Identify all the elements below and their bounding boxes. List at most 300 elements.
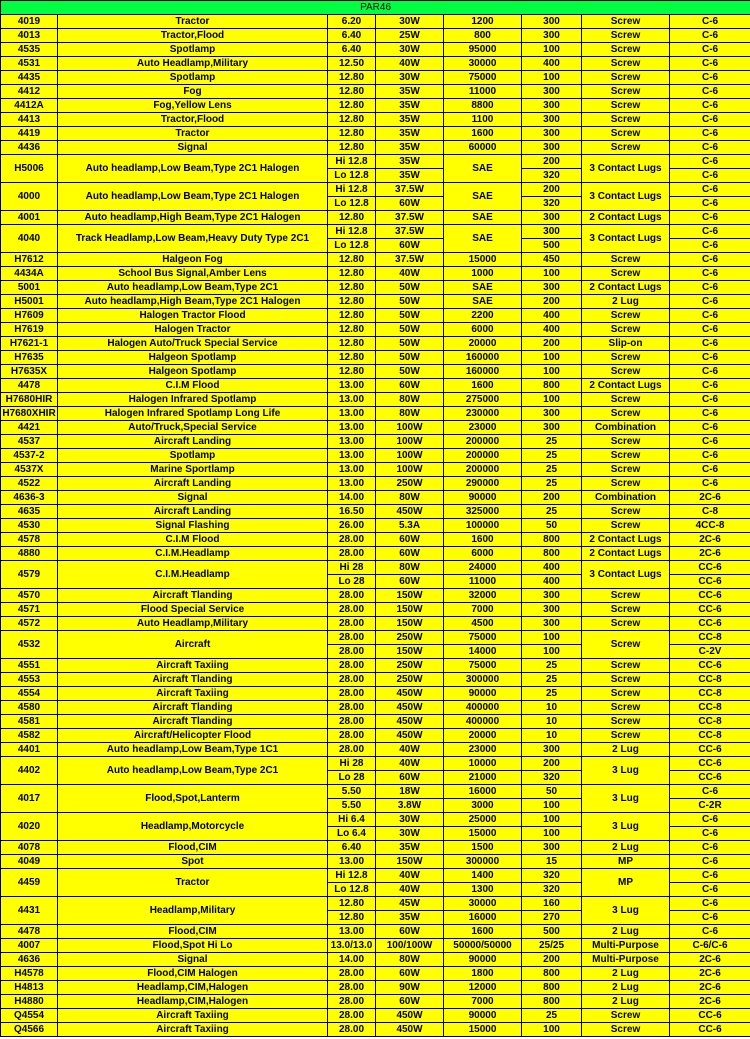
table-cell: 80W — [376, 561, 444, 575]
table-cell: 4636 — [1, 953, 58, 967]
table-row — [1, 337, 750, 351]
table-cell: Fog,Yellow Lens — [58, 99, 328, 113]
table-cell: CC-8 — [670, 715, 750, 729]
table-cell: 37.5W — [376, 225, 444, 239]
table-cell: 25 — [522, 1009, 582, 1023]
table-cell: CC-8 — [670, 687, 750, 701]
table-cell: 4570 — [1, 589, 58, 603]
table-cell: 200 — [522, 757, 582, 771]
table-cell: Screw — [582, 407, 670, 421]
table-cell: 4535 — [1, 43, 58, 57]
table-cell: 80W — [376, 393, 444, 407]
table-cell: 300 — [522, 841, 582, 855]
table-row — [1, 407, 750, 421]
table-cell: 3 Lug — [582, 813, 670, 841]
table-cell: 25 — [522, 435, 582, 449]
table-cell: 4579 — [1, 561, 58, 589]
table-cell: 28.00 — [328, 533, 376, 547]
table-cell: 4431 — [1, 897, 58, 925]
table-cell: C-6 — [670, 225, 750, 239]
table-cell: Flood,Spot Hi Lo — [58, 939, 328, 953]
table-cell: 300000 — [444, 673, 522, 687]
table-cell: C.I.M Flood — [58, 379, 328, 393]
table-cell: Slip-on — [582, 337, 670, 351]
table-cell: C-6 — [670, 197, 750, 211]
table-cell: C-6 — [670, 393, 750, 407]
table-cell: Screw — [582, 113, 670, 127]
table-cell: 60W — [376, 197, 444, 211]
table-cell: 4636-3 — [1, 491, 58, 505]
table-cell: 16000 — [444, 785, 522, 799]
table-cell: 35W — [376, 85, 444, 99]
table-cell: 300 — [522, 421, 582, 435]
table-cell: Screw — [582, 519, 670, 533]
table-cell: 290000 — [444, 477, 522, 491]
table-cell: 200 — [522, 337, 582, 351]
table-cell: 150W — [376, 645, 444, 659]
table-row — [1, 351, 750, 365]
table-cell: Flood,Spot,Lanterm — [58, 785, 328, 813]
table-cell: Lo 28 — [328, 771, 376, 785]
table-cell: Aircraft Tlanding — [58, 589, 328, 603]
table-cell: Screw — [582, 631, 670, 659]
table-row — [1, 729, 750, 743]
table-cell: 100 — [522, 631, 582, 645]
table-cell: H4813 — [1, 981, 58, 995]
table-row — [1, 43, 750, 57]
table-cell: C-6 — [670, 869, 750, 883]
table-cell: 4880 — [1, 547, 58, 561]
table-row — [1, 953, 750, 967]
table-cell: 75000 — [444, 631, 522, 645]
table-cell: H4880 — [1, 995, 58, 1009]
table-cell: 1300 — [444, 883, 522, 897]
table-cell: 100 — [522, 827, 582, 841]
table-cell: 300 — [522, 99, 582, 113]
table-row — [1, 939, 750, 953]
table-cell: Flood Special Service — [58, 603, 328, 617]
table-cell: Screw — [582, 617, 670, 631]
table-cell: Aircraft Landing — [58, 477, 328, 491]
table-cell: 28.00 — [328, 659, 376, 673]
table-cell: 28.00 — [328, 687, 376, 701]
table-cell: 500 — [522, 239, 582, 253]
table-cell: Hi 12.8 — [328, 155, 376, 169]
table-cell: 4537-2 — [1, 449, 58, 463]
table-cell: 4019 — [1, 15, 58, 29]
table-cell: C-6 — [670, 897, 750, 911]
table-cell: 6.40 — [328, 43, 376, 57]
table-cell: 12.80 — [328, 309, 376, 323]
table-cell: Screw — [582, 85, 670, 99]
table-cell: 12000 — [444, 981, 522, 995]
table-cell: 12.80 — [328, 71, 376, 85]
table-row — [1, 617, 750, 631]
table-cell: 4635 — [1, 505, 58, 519]
table-cell: H7612 — [1, 253, 58, 267]
table-cell: C-6 — [670, 813, 750, 827]
table-cell: 25 — [522, 659, 582, 673]
table-cell: 28.00 — [328, 1023, 376, 1037]
table-cell: C-6 — [670, 407, 750, 421]
table-cell: 100 — [522, 1023, 582, 1037]
table-cell: 28.00 — [328, 1009, 376, 1023]
table-cell: 28.00 — [328, 715, 376, 729]
table-cell: H7609 — [1, 309, 58, 323]
table-cell: 5.50 — [328, 799, 376, 813]
table-cell: 2C-6 — [670, 995, 750, 1009]
table-cell: 4530 — [1, 519, 58, 533]
table-cell: 10 — [522, 701, 582, 715]
table-cell: 4553 — [1, 673, 58, 687]
table-cell: 300 — [522, 743, 582, 757]
table-cell: 10 — [522, 715, 582, 729]
table-cell: Headlamp,CIM,Halogen — [58, 981, 328, 995]
table-cell: 37.5W — [376, 253, 444, 267]
table-cell: 40W — [376, 757, 444, 771]
table-cell: SAE — [444, 225, 522, 253]
table-cell: H7635 — [1, 351, 58, 365]
table-row — [1, 155, 750, 169]
table-cell: 200000 — [444, 463, 522, 477]
table-cell: 200 — [522, 155, 582, 169]
table-cell: Screw — [582, 267, 670, 281]
table-row — [1, 365, 750, 379]
table-cell: 160000 — [444, 351, 522, 365]
table-cell: 50W — [376, 351, 444, 365]
table-cell: 2 Lug — [582, 925, 670, 939]
table-cell: 4049 — [1, 855, 58, 869]
table-cell: Screw — [582, 505, 670, 519]
table-row — [1, 141, 750, 155]
table-cell: 35W — [376, 141, 444, 155]
table-cell: 4413 — [1, 113, 58, 127]
table-cell: Hi 12.8 — [328, 225, 376, 239]
table-cell: 2C-6 — [670, 491, 750, 505]
table-cell: 60W — [376, 239, 444, 253]
table-cell: Screw — [582, 323, 670, 337]
table-cell: 160 — [522, 897, 582, 911]
table-cell: Screw — [582, 29, 670, 43]
table-row — [1, 253, 750, 267]
table-cell: 60W — [376, 379, 444, 393]
table-cell: 24000 — [444, 561, 522, 575]
table-cell: 28.00 — [328, 967, 376, 981]
table-cell: CC-8 — [670, 673, 750, 687]
table-row — [1, 477, 750, 491]
table-cell: MP — [582, 855, 670, 869]
table-cell: 2C-6 — [670, 981, 750, 995]
table-cell: 3 Contact Lugs — [582, 183, 670, 211]
table-cell: 2 Contact Lugs — [582, 547, 670, 561]
table-cell: C-6 — [670, 211, 750, 225]
table-cell: Screw — [582, 435, 670, 449]
table-cell: Aircraft — [58, 631, 328, 659]
table-cell: 60W — [376, 925, 444, 939]
table-cell: 10 — [522, 729, 582, 743]
table-cell: 12.80 — [328, 323, 376, 337]
table-cell: 26.00 — [328, 519, 376, 533]
table-cell: C-6 — [670, 183, 750, 197]
table-cell: 1500 — [444, 841, 522, 855]
table-cell: 3.8W — [376, 799, 444, 813]
table-cell: 450W — [376, 1009, 444, 1023]
table-cell: 450W — [376, 687, 444, 701]
table-cell: 16.50 — [328, 505, 376, 519]
table-cell: 150W — [376, 855, 444, 869]
table-cell: Screw — [582, 659, 670, 673]
table-cell: 100/100W — [376, 939, 444, 953]
table-cell: Screw — [582, 449, 670, 463]
table-cell: Halogen Auto/Truck Special Service — [58, 337, 328, 351]
table-cell: 12.80 — [328, 253, 376, 267]
table-cell: Screw — [582, 57, 670, 71]
table-row — [1, 29, 750, 43]
table-cell: 18W — [376, 785, 444, 799]
table-cell: Combination — [582, 421, 670, 435]
table-row — [1, 701, 750, 715]
table-cell: 2 Lug — [582, 981, 670, 995]
table-cell: H4578 — [1, 967, 58, 981]
table-cell: C-6 — [670, 841, 750, 855]
table-cell: 100 — [522, 71, 582, 85]
table-cell: 200 — [522, 491, 582, 505]
table-cell: 50 — [522, 519, 582, 533]
table-cell: 4000 — [1, 183, 58, 211]
table-cell: CC-8 — [670, 729, 750, 743]
table-cell: C-6 — [670, 71, 750, 85]
table-cell: 50000/50000 — [444, 939, 522, 953]
table-cell: 23000 — [444, 421, 522, 435]
table-cell: C-6 — [670, 169, 750, 183]
table-cell: C-8 — [670, 505, 750, 519]
table-cell: Spotlamp — [58, 71, 328, 85]
table-cell: 14.00 — [328, 491, 376, 505]
table-cell: Screw — [582, 15, 670, 29]
table-cell: 28.00 — [328, 729, 376, 743]
table-cell: Auto headlamp,High Beam,Type 2C1 Halogen — [58, 211, 328, 225]
table-cell: C-6 — [670, 435, 750, 449]
table-cell: Halgeon Fog — [58, 253, 328, 267]
table-cell: 35W — [376, 113, 444, 127]
table-cell: Aircraft Taxiing — [58, 1009, 328, 1023]
table-cell: 4007 — [1, 939, 58, 953]
table-cell: 50W — [376, 337, 444, 351]
table-cell: C-6 — [670, 365, 750, 379]
table-cell: 2 Contact Lugs — [582, 281, 670, 295]
table-cell: 500 — [522, 925, 582, 939]
table-cell: 20000 — [444, 337, 522, 351]
table-cell: 25W — [376, 29, 444, 43]
table-cell: 6000 — [444, 323, 522, 337]
table-cell: 4412 — [1, 85, 58, 99]
table-cell: Hi 28 — [328, 757, 376, 771]
table-cell: Screw — [582, 127, 670, 141]
table-cell: Signal — [58, 491, 328, 505]
table-cell: 12.80 — [328, 85, 376, 99]
table-cell: C-6 — [670, 99, 750, 113]
table-cell: Lo 12.8 — [328, 197, 376, 211]
table-cell: 4500 — [444, 617, 522, 631]
table-cell: C-6 — [670, 15, 750, 29]
table-cell: SAE — [444, 295, 522, 309]
table-cell: Flood,CIM Halogen — [58, 967, 328, 981]
table-cell: 800 — [522, 379, 582, 393]
table-cell: 60W — [376, 995, 444, 1009]
table-cell: 95000 — [444, 43, 522, 57]
table-cell: 100 — [522, 645, 582, 659]
table-cell: 30000 — [444, 897, 522, 911]
table-cell: 28.00 — [328, 617, 376, 631]
table-cell: Aircraft Tlanding — [58, 715, 328, 729]
table-cell: Auto headlamp,Low Beam,Type 1C1 — [58, 743, 328, 757]
table-cell: 32000 — [444, 589, 522, 603]
table-cell: 1600 — [444, 925, 522, 939]
table-cell: 13.00 — [328, 463, 376, 477]
table-cell: CC-6 — [670, 743, 750, 757]
table-cell: Multi-Purpose — [582, 953, 670, 967]
table-cell: Screw — [582, 309, 670, 323]
table-row — [1, 295, 750, 309]
table-cell: 60000 — [444, 141, 522, 155]
table-cell: CC-8 — [670, 631, 750, 645]
table-row — [1, 897, 750, 911]
table-cell: 4412A — [1, 99, 58, 113]
table-row — [1, 183, 750, 197]
table-cell: 300 — [522, 281, 582, 295]
table-cell: 800 — [522, 995, 582, 1009]
table-cell: 450W — [376, 1023, 444, 1037]
table-row — [1, 393, 750, 407]
table-cell: 100 — [522, 351, 582, 365]
table-cell: 80W — [376, 407, 444, 421]
table-cell: Aircraft Tlanding — [58, 673, 328, 687]
table-cell: 21000 — [444, 771, 522, 785]
table-cell: 300 — [522, 141, 582, 155]
table-cell: MP — [582, 869, 670, 897]
table-cell: 60W — [376, 533, 444, 547]
table-cell: 250W — [376, 659, 444, 673]
table-cell: 13.00 — [328, 435, 376, 449]
table-cell: C-6 — [670, 463, 750, 477]
table-cell: 75000 — [444, 71, 522, 85]
table-cell: Hi 28 — [328, 561, 376, 575]
table-cell: Fog — [58, 85, 328, 99]
table-cell: H5001 — [1, 295, 58, 309]
table-cell: Lo 12.8 — [328, 169, 376, 183]
table-cell: 50W — [376, 323, 444, 337]
table-row — [1, 743, 750, 757]
table-cell: 25000 — [444, 813, 522, 827]
table-cell: 450W — [376, 701, 444, 715]
table-cell: SAE — [444, 155, 522, 183]
table-cell: C.I.M Flood — [58, 533, 328, 547]
table-cell: Halogen Tractor Flood — [58, 309, 328, 323]
table-cell: 400000 — [444, 715, 522, 729]
table-row — [1, 519, 750, 533]
table-cell: 37.5W — [376, 211, 444, 225]
table-cell: Spotlamp — [58, 43, 328, 57]
table-cell: 100 — [522, 43, 582, 57]
table-cell: Screw — [582, 393, 670, 407]
table-cell: 800 — [522, 981, 582, 995]
table-cell: 28.00 — [328, 603, 376, 617]
table-cell: 25 — [522, 673, 582, 687]
table-row — [1, 99, 750, 113]
table-cell: 12.80 — [328, 295, 376, 309]
table-cell: C-6 — [670, 785, 750, 799]
table-cell: 12.80 — [328, 365, 376, 379]
table-row — [1, 967, 750, 981]
table-cell: 150W — [376, 617, 444, 631]
table-cell: 4531 — [1, 57, 58, 71]
table-cell: 13.00 — [328, 379, 376, 393]
table-cell: 800 — [522, 533, 582, 547]
table-cell: 12.50 — [328, 57, 376, 71]
table-cell: 1600 — [444, 127, 522, 141]
table-cell: 320 — [522, 869, 582, 883]
table-cell: Hi 12.8 — [328, 869, 376, 883]
table-cell: 3 Lug — [582, 785, 670, 813]
table-cell: 450 — [522, 253, 582, 267]
table-cell: CC-8 — [670, 701, 750, 715]
table-cell: 2 Lug — [582, 967, 670, 981]
table-cell: 12.80 — [328, 897, 376, 911]
table-cell: 12.80 — [328, 267, 376, 281]
table-cell: 320 — [522, 771, 582, 785]
table-cell: 90000 — [444, 687, 522, 701]
table-cell: SAE — [444, 211, 522, 225]
table-cell: 12.80 — [328, 99, 376, 113]
table-cell: 4571 — [1, 603, 58, 617]
table-cell: 150W — [376, 589, 444, 603]
table-row — [1, 813, 750, 827]
table-cell: C-6 — [670, 309, 750, 323]
table-cell: 7000 — [444, 995, 522, 1009]
table-cell: Signal — [58, 953, 328, 967]
table-cell: 35W — [376, 911, 444, 925]
table-cell: C-6 — [670, 295, 750, 309]
table-cell: H7680XHIR — [2, 407, 56, 419]
table-cell: 1400 — [444, 869, 522, 883]
table-row — [1, 323, 750, 337]
table-cell: 12.80 — [328, 337, 376, 351]
table-cell: 2 Lug — [582, 841, 670, 855]
table-cell: 28.00 — [328, 547, 376, 561]
table-cell: C-6 — [670, 281, 750, 295]
table-cell: 2 Contact Lugs — [582, 533, 670, 547]
table-cell: 400000 — [444, 701, 522, 715]
table-cell: 28.00 — [328, 589, 376, 603]
table-cell: 25 — [522, 505, 582, 519]
table-cell: C-6 — [670, 449, 750, 463]
table-cell: Q4554 — [1, 1009, 58, 1023]
table-cell: CC-6 — [670, 603, 750, 617]
table-cell: 90W — [376, 981, 444, 995]
table-cell: 35W — [376, 169, 444, 183]
table-cell: 230000 — [444, 407, 522, 421]
table-cell: 13.00 — [328, 421, 376, 435]
table-cell: 14000 — [444, 645, 522, 659]
table-cell: C-6 — [670, 43, 750, 57]
table-cell: 15000 — [444, 253, 522, 267]
table-cell: 1800 — [444, 967, 522, 981]
table-cell: C.I.M.Headlamp — [58, 547, 328, 561]
table-row — [1, 925, 750, 939]
table-cell: Aircraft Taxiing — [58, 687, 328, 701]
table-cell: 12.80 — [328, 351, 376, 365]
table-row — [1, 15, 750, 29]
